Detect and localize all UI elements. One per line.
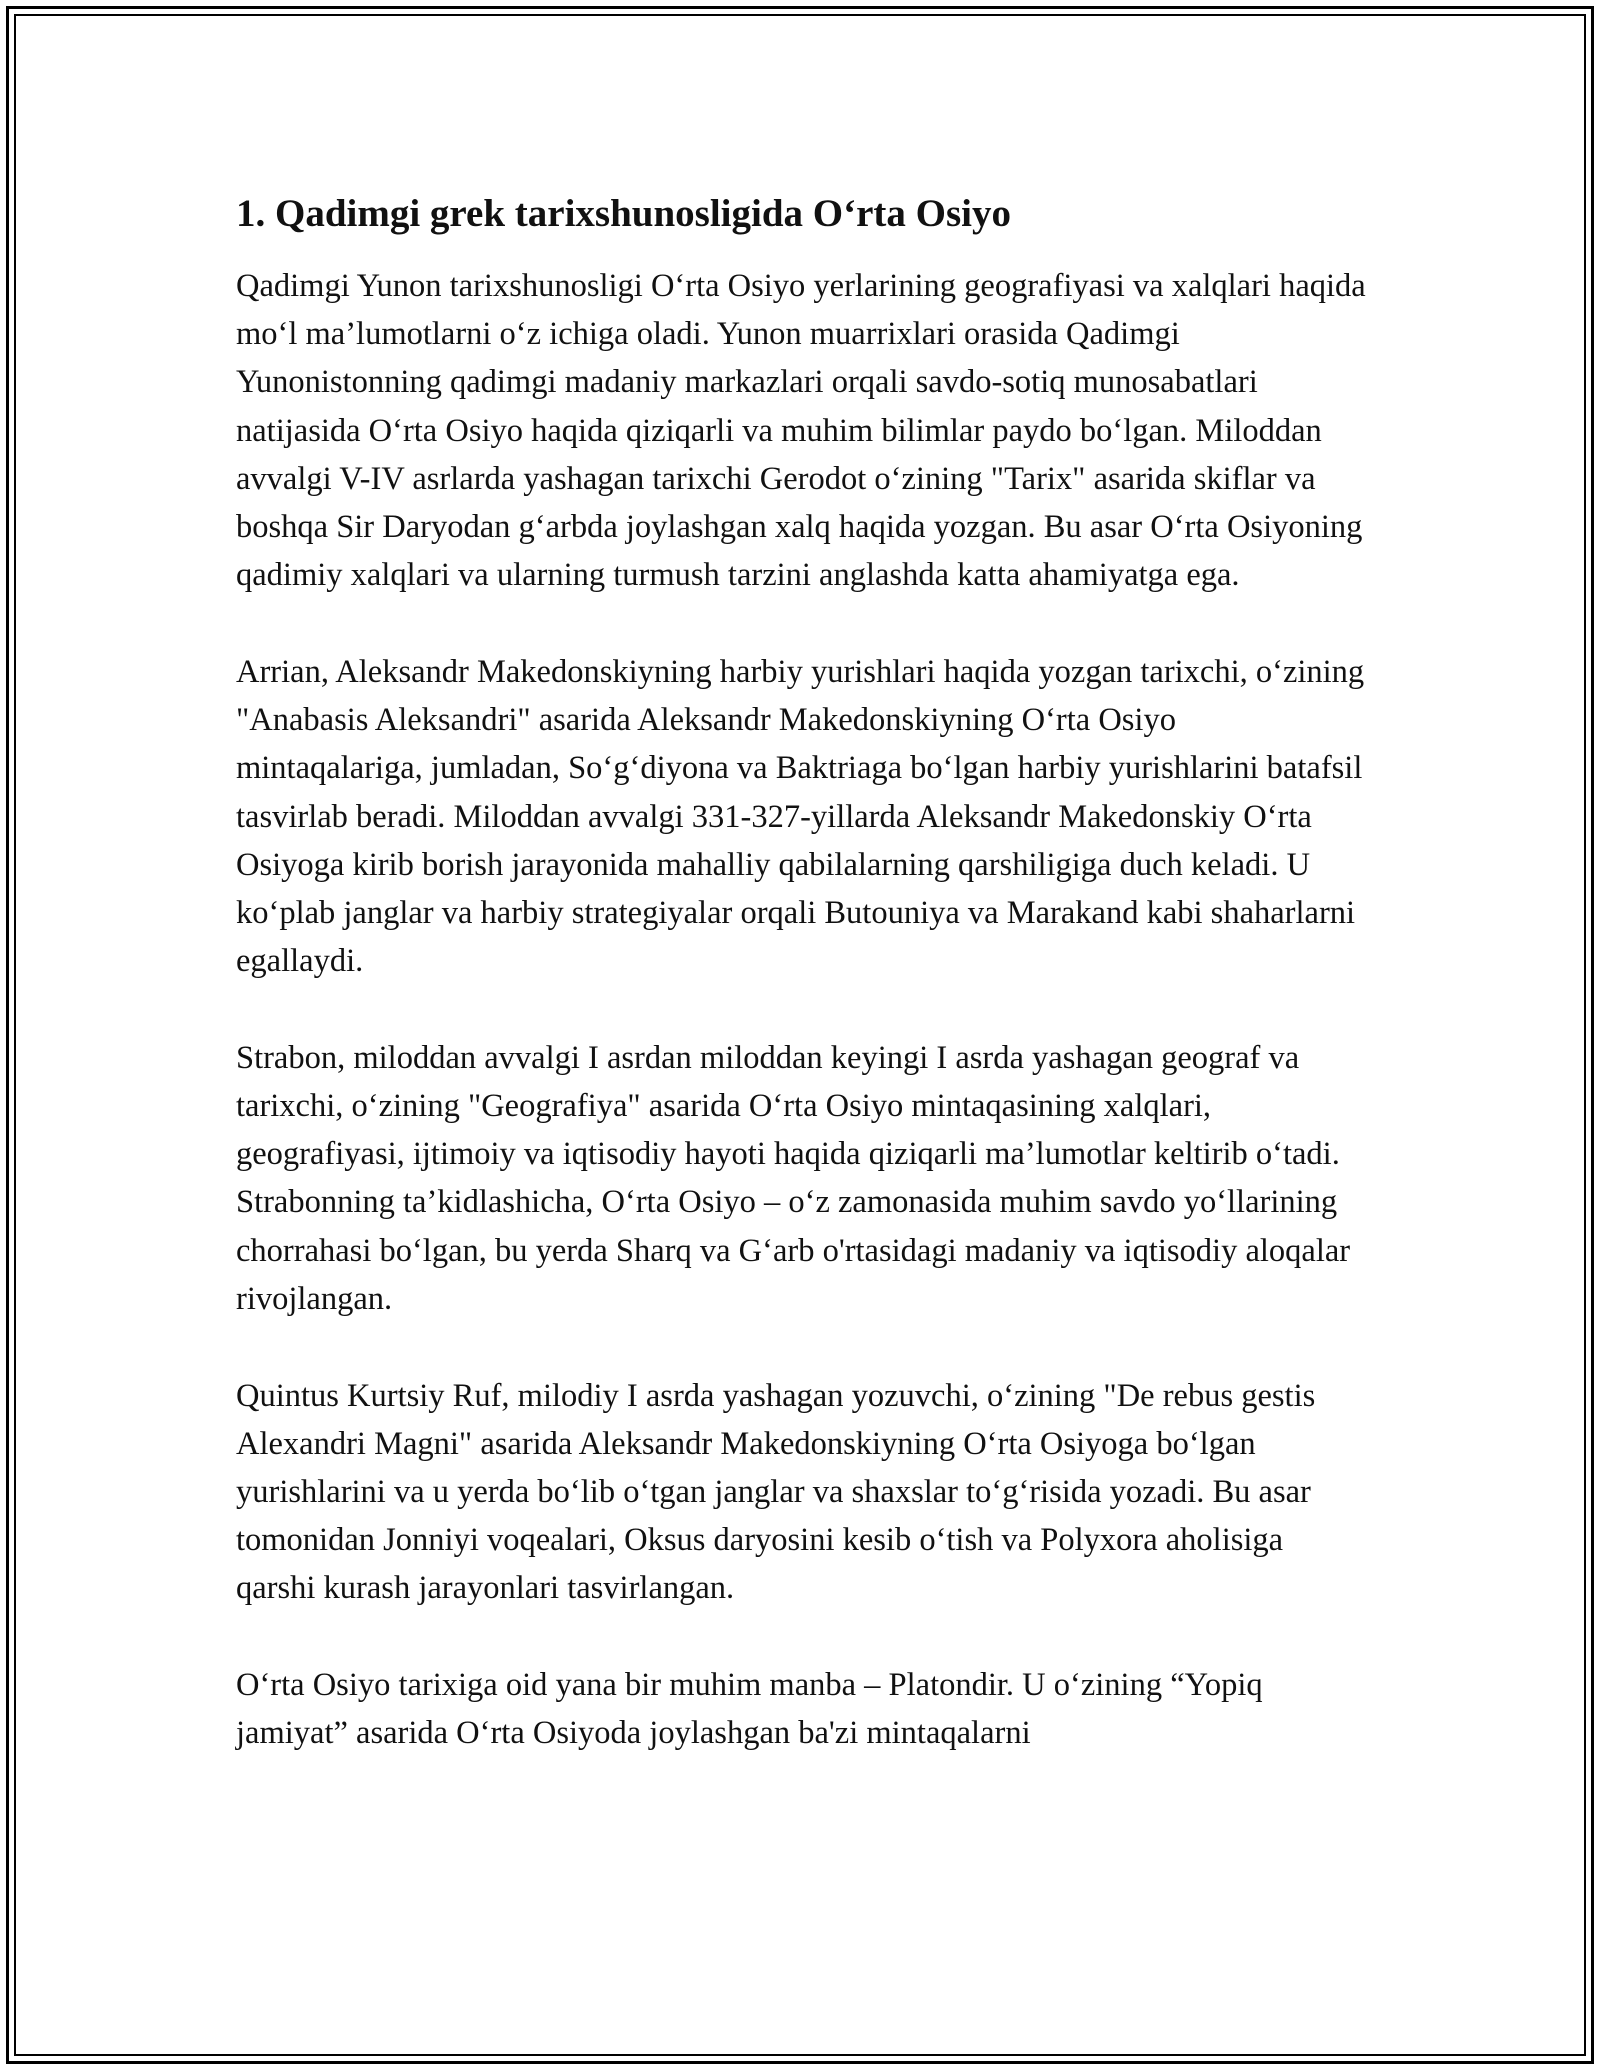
paragraph-arrian: Arrian, Aleksandr Makedonskiyning harbiy yurishlari haqida yozgan tarixchi, o‘zining "Anabasis Aleksandri" asarida Aleksandr Makedonskiyning O‘rta Osiyo mintaqalariga, jumladan, So‘g‘diyona va Baktriaga bo‘lgan harbiy yurishlarini batafsil tasvirlab beradi. Miloddan avvalgi 331-327-yillarda Aleksandr Makedonskiy O‘rta Osiyoga kirib borish jarayonida mahalliy qabilalarning qarshiligiga duch keladi. U ko‘plab janglar va harbiy strategiyalar orqali Butouniya va Marakand kabi shaharlarni egallaydi. bbox=[236, 653, 1365, 980]
paragraph-kurtsiy-ruf: Quintus Kurtsiy Ruf, milodiy I asrda yashagan yozuvchi, o‘zining "De rebus gestis Alexandri Magni" asarida Aleksandr Makedonskiyning O‘rta Osiyoga bo‘lgan yurishlarini va u yerda bo‘lib o‘tgan janglar va shaxslar to‘g‘risida yozadi. Bu asar tomonidan Jonniyi voqealari, Oksus daryosini kesib o‘tish va Polyxora aholisiga qarshi kurash jarayonlari tasvirlangan. bbox=[236, 1377, 1316, 1607]
section-title: 1. Qadimgi grek tarixshunosligida O‘rta Osiyo bbox=[236, 192, 1012, 235]
paragraph-strabon: Strabon, miloddan avvalgi I asrdan miloddan keyingi I asrda yashagan geograf va tarixchi, o‘zining "Geografiya" asarida O‘rta Osiyo mintaqasining xalqlari, geografiyasi, ijtimoiy va iqtisodiy hayoti haqida qiziqarli ma’lumotlar keltirib o‘tadi. Strabonning ta’kidlashicha, O‘rta Osiyo – o‘z zamonasida muhim savdo yo‘llarining chorrahasi bo‘lgan, bu yerda Sharq va G‘arb o'rtasidagi madaniy va iqtisodiy aloqalar rivojlangan. bbox=[236, 1039, 1351, 1317]
paragraph-gerodot: Qadimgi Yunon tarixshunosligi O‘rta Osiyo yerlarining geografiyasi va xalqlari haqida mo‘l ma’lumotlarni o‘z ichiga oladi. Yunon muarrixlari orasida Qadimgi Yunonistonning qadimgi madaniy markazlari orqali savdo-sotiq munosabatlari natijasida O‘rta Osiyo haqida qiziqarli va muhim bilimlar paydo bo‘lgan. Miloddan avvalgi V-IV asrlarda yashagan tarixchi Gerodot o‘zining "Tarix" asarida skiflar va boshqa Sir Daryodan g‘arbda joylashgan xalq haqida yozgan. Bu asar O‘rta Osiyoning qadimiy xalqlari va ularning turmush tarzini anglashda katta ahamiyatga ega. bbox=[236, 268, 1366, 594]
paragraph-platon: O‘rta Osiyo tarixiga oid yana bir muhim manba – Platondir. U o‘zining “Yopiq jamiyat” asarida O‘rta Osiyoda joylashgan ba'zi mintaqalarni bbox=[236, 1667, 1263, 1752]
document-body bbox=[236, 186, 1366, 1806]
